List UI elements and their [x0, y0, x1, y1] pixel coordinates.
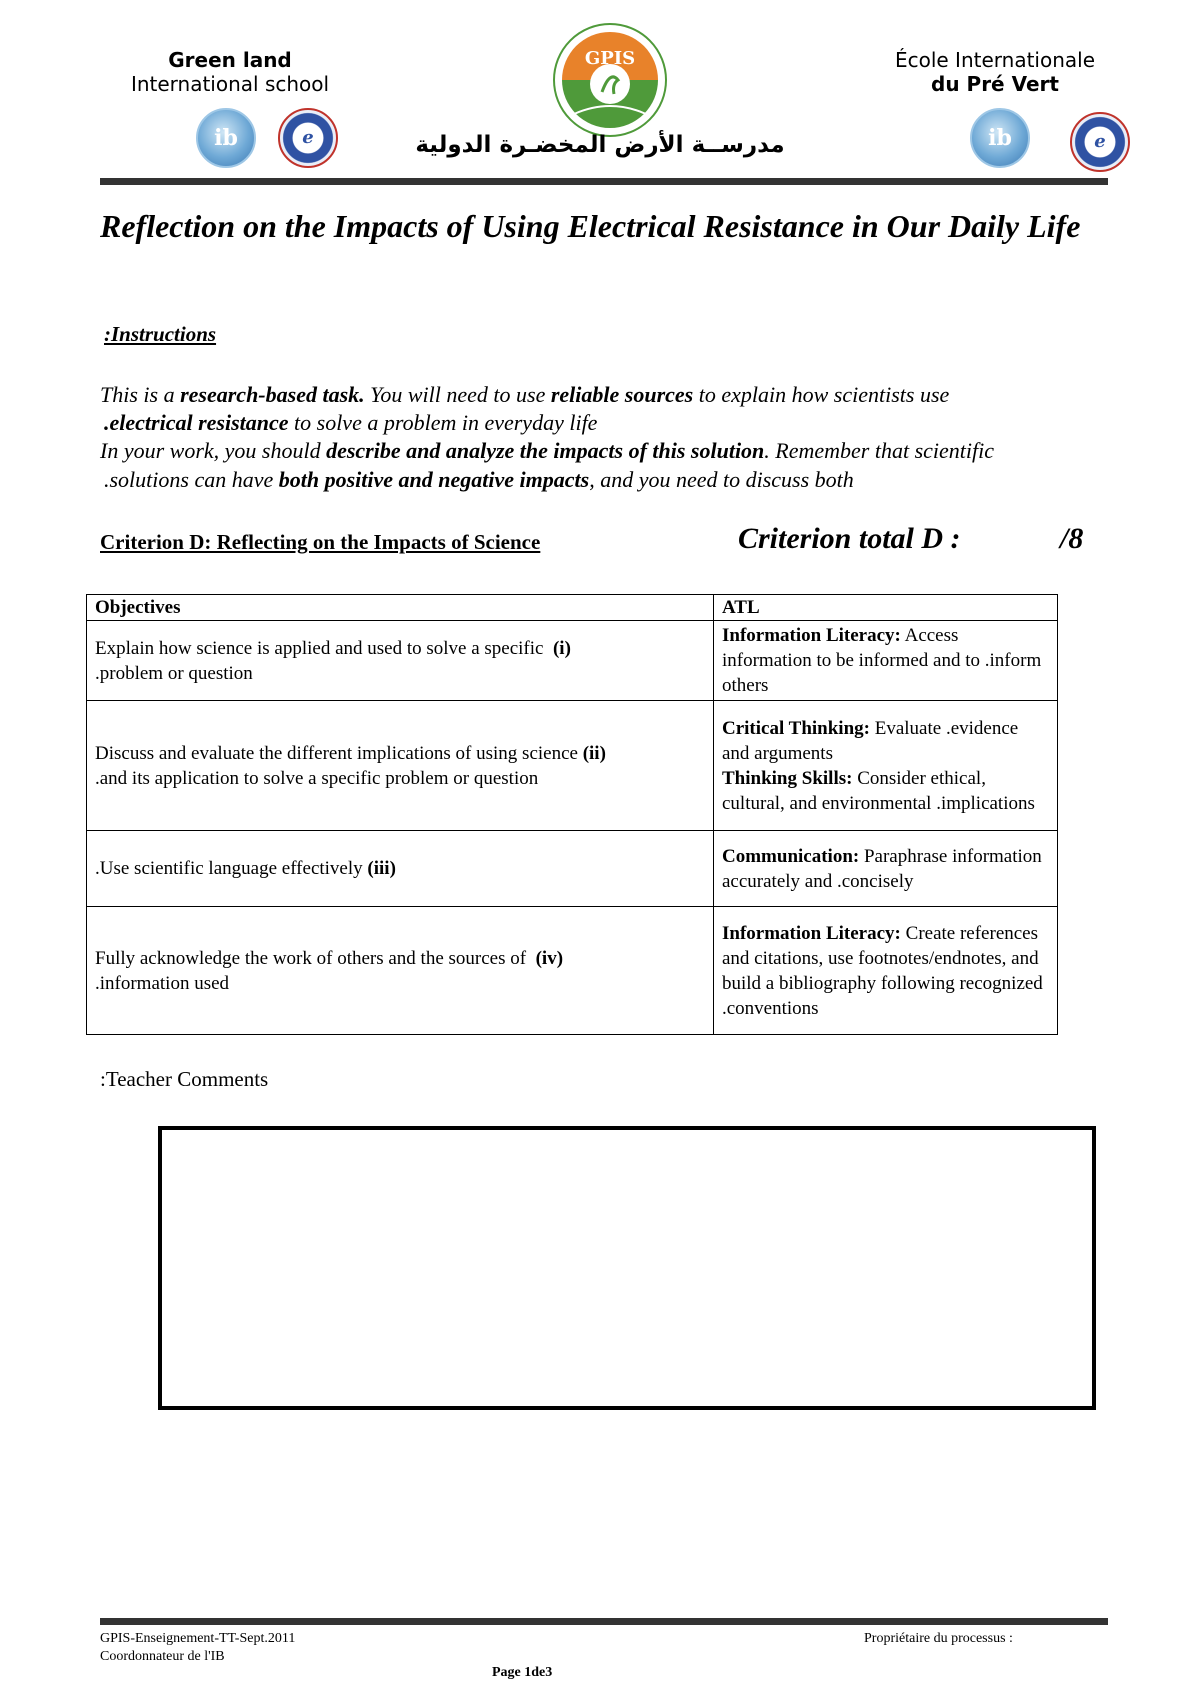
objective-cell: .Use scientific language effectively (iii): [87, 831, 714, 907]
instructions-line-4: .solutions can have both positive and negative impacts, and you need to discuss both: [104, 467, 854, 492]
teacher-comments-label: :Teacher Comments: [100, 1067, 269, 1091]
page-title: Reflection on the Impacts of Using Electrical Resistance in Our Daily Life: [100, 208, 1081, 244]
footer-process-owner: Propriétaire du processus :: [864, 1631, 1013, 1646]
evaluation-badge-icon: e: [278, 108, 338, 168]
school-name-french: [870, 48, 1120, 96]
objective-cell: Fully acknowledge the work of others and the sources of (iv) .information used: [87, 907, 714, 1035]
ib-logo-icon: ib: [196, 108, 256, 168]
atl-cell: Critical Thinking: Evaluate .evidence and arguments Thinking Skills: Consider ethical, cultural, and environmental .implications: [714, 701, 1058, 831]
footer-divider: [100, 1618, 1108, 1625]
gpis-logo: [552, 22, 668, 143]
objectives-table: [86, 594, 1058, 1035]
school-name-en-line1: Green land: [168, 48, 292, 72]
school-name-fr-line2: du Pré Vert: [931, 72, 1059, 96]
gpis-logo-icon: [552, 22, 668, 138]
footer-coordinator: Coordonnateur de l'IB: [100, 1649, 225, 1664]
table-row: [87, 621, 1058, 701]
instructions-line-2: .electrical resistance to solve a problem in everyday life: [104, 410, 598, 435]
header-atl: ATL: [714, 595, 1058, 621]
evaluation-badge-icon-right: e: [1070, 112, 1130, 172]
instructions-line-3: In your work, you should describe and analyze the impacts of this solution. Remember that scientific: [100, 438, 995, 463]
table-header-row: [87, 595, 1058, 621]
footer-doc-code: GPIS-Enseignement-TT-Sept.2011: [100, 1631, 296, 1646]
footer-left: [100, 1630, 295, 1666]
teacher-comments-box[interactable]: [158, 1126, 1096, 1410]
criterion-total-score: /8: [1060, 522, 1084, 555]
objective-cell: Explain how science is applied and used to solve a specific (i) .problem or question: [87, 621, 714, 701]
page-number: Page 1de3: [492, 1665, 553, 1680]
logo-text: GPIS: [584, 48, 636, 69]
atl-cell: Information Literacy: Access information to be informed and to .inform others: [714, 621, 1058, 701]
table-row: [87, 831, 1058, 907]
atl-cell: Information Literacy: Create references and citations, use footnotes/endnotes, and build a bibliography following recognized .conventions: [714, 907, 1058, 1035]
atl-cell: Communication: Paraphrase information accurately and .concisely: [714, 831, 1058, 907]
ib-logo-icon-right: ib: [970, 108, 1030, 168]
header-divider: [100, 178, 1108, 185]
instructions-line-1: This is a research-based task. You will need to use reliable sources to explain how scientists use: [100, 382, 950, 407]
header-objectives: Objectives: [87, 595, 714, 621]
criterion-heading: Criterion D: Reflecting on the Impacts of Science: [100, 530, 541, 554]
school-name-arabic: مدرســة الأرض المخضـرة الدولية: [415, 132, 785, 158]
objective-cell: Discuss and evaluate the different implications of using science (ii) .and its application to solve a specific problem or question: [87, 701, 714, 831]
instructions-heading: :Instructions: [104, 322, 217, 346]
school-name-english: [100, 48, 360, 96]
school-name-fr-line1: École Internationale: [894, 48, 1096, 72]
table-row: [87, 907, 1058, 1035]
school-name-en-line2: International school: [130, 72, 330, 96]
criterion-total-label: Criterion total D :: [738, 522, 961, 555]
table-row: [87, 701, 1058, 831]
